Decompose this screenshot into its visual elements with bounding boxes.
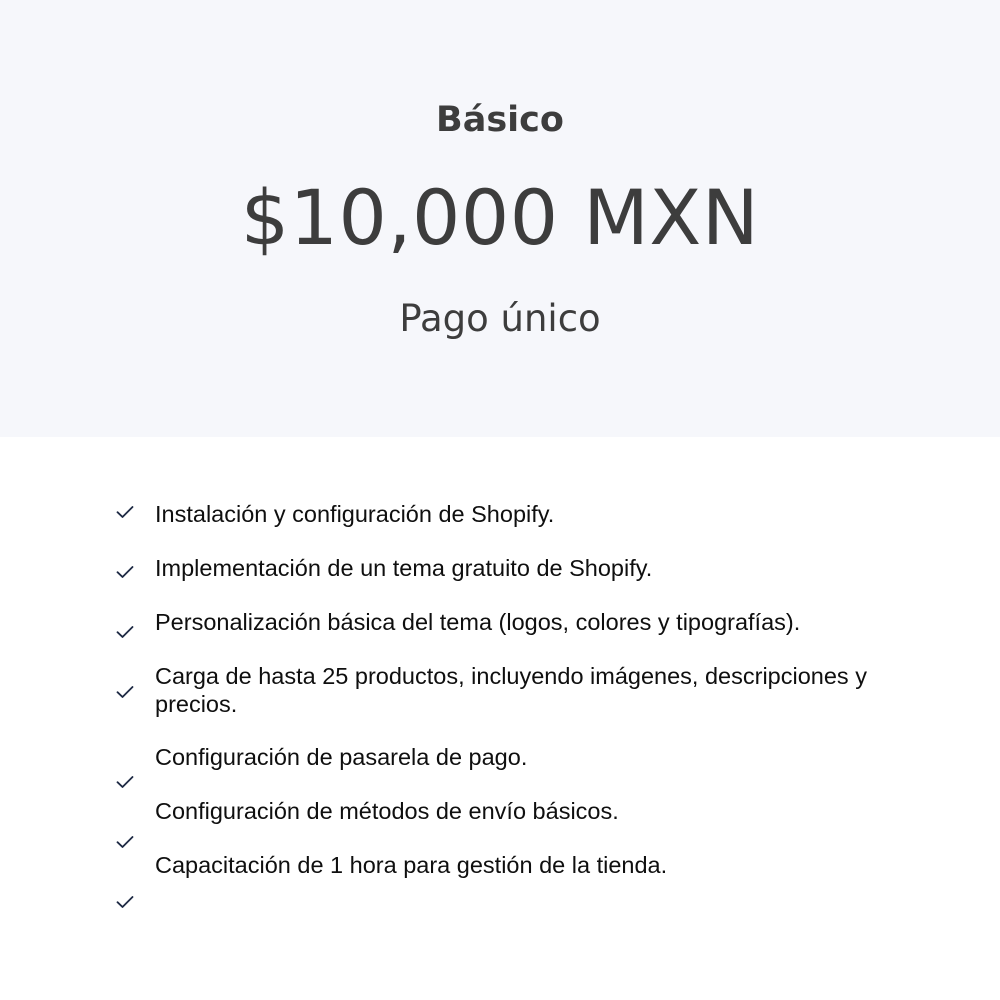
checkmark-icon — [116, 565, 134, 579]
feature-item-payment-gateway: Configuración de pasarela de pago. — [155, 744, 528, 770]
checkmark-icon — [116, 505, 134, 519]
plan-header — [0, 0, 1000, 437]
feature-item-installation: Instalación y configuración de Shopify. — [155, 501, 555, 527]
feature-item-products: Carga de hasta 25 productos, incluyendo imágenes, descripciones y precios. — [155, 663, 867, 717]
plan-period: Pago único — [399, 297, 601, 340]
feature-item-shipping: Configuración de métodos de envío básicos. — [155, 798, 619, 824]
checkmark-icon — [116, 775, 134, 789]
plan-title: Básico — [436, 100, 564, 140]
plan-price: $10,000 MXN — [240, 173, 760, 262]
checkmark-icon — [116, 625, 134, 639]
checkmark-icon — [116, 685, 134, 699]
checkmark-icon — [116, 835, 134, 849]
checkmark-icon — [116, 895, 134, 909]
feature-item-training: Capacitación de 1 hora para gestión de la tienda. — [155, 852, 668, 878]
feature-item-customization: Personalización básica del tema (logos, colores y tipografías). — [155, 609, 801, 635]
feature-item-theme: Implementación de un tema gratuito de Shopify. — [155, 555, 653, 581]
